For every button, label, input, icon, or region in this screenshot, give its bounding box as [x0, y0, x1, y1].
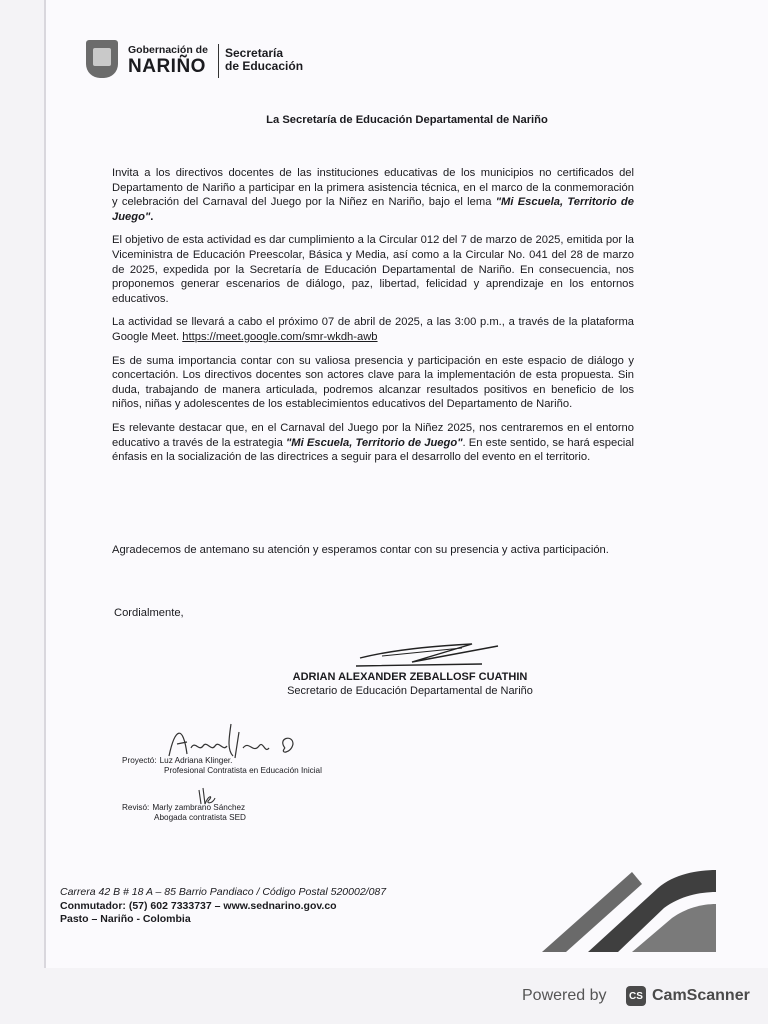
paragraph-text: Es relevante destacar que, en el Carnaval del Juego por la Niñez 2025, nos centraremos en el entorno educativo a través de la estrategia: [112, 421, 634, 449]
footer-address: Carrera 42 B # 18 A – 85 Barrio Pandiaco / Código Postal 520002/087: [60, 886, 387, 898]
footer-city: Pasto – Nariño - Colombia: [60, 913, 191, 925]
reviso-name: Marly zambrano Sánchez: [152, 803, 246, 812]
proyecto-line: [122, 756, 232, 765]
paragraph-end: .: [150, 210, 154, 223]
paragraph-objective: El objetivo de esta actividad es dar cumplimiento a la Circular 012 del 7 de marzo de 2025, emitida por la Viceministra de Educación Preescolar, Básica y Media, así como a la Circular No. 041 del 28 de marzo de 2025, expedida por la Secretaría de Educación Departamental de Nariño. En consecuencia, nos proponemos generar escenarios de diálogo, paz, libertad, felicidad y aprendizaje en los entornos educativos.: [112, 234, 634, 305]
paragraph-schedule: [112, 315, 634, 344]
powered-by-label: Powered by: [522, 987, 607, 1004]
signer-name: ADRIAN ALEXANDER ZEBALLOSF CUATHIN: [292, 671, 528, 683]
thanks-paragraph: Agradecemos de antemano su atención y esperamos contar con su presencia y activa participación.: [112, 544, 609, 556]
footer-decoration-graphic: [540, 862, 720, 954]
paragraph-strategy: [112, 421, 634, 465]
closing-text: Cordialmente,: [114, 607, 184, 619]
paragraph-text: La actividad se llevará a cabo el próximo 07 de abril de 2025, a las 3:00 p.m., a través de la plataforma Google Meet.: [112, 316, 634, 343]
lema-text: "Mi Escuela, Territorio de Juego": [286, 436, 463, 449]
proyecto-label: Proyectó:: [122, 756, 157, 765]
reviso-role: Abogada contratista SED: [154, 813, 246, 822]
header-divider: [218, 44, 219, 78]
meet-link[interactable]: https://meet.google.com/smr-wkdh-awb: [182, 330, 378, 343]
lema-text: "Mi Escuela, Territorio de Juego": [112, 196, 634, 223]
signer-role: Secretario de Educación Departamental de Nariño: [287, 685, 533, 697]
secretary-signature: [352, 636, 502, 674]
reviso-label: Revisó:: [122, 803, 150, 812]
reviso-line: [122, 803, 245, 812]
gobernacion-label: Gobernación de: [128, 44, 208, 56]
proyecto-name: Luz Adriana Klinger.: [159, 756, 233, 765]
narino-label: NARIÑO: [128, 56, 206, 77]
paragraph-invitation: [112, 166, 634, 224]
footer-phone: Conmutador: (57) 602 7333737 – www.sednarino.gov.co: [60, 899, 337, 912]
paragraph-text: . En este sentido, se hará especial énfasis en la socialización de las directrices a seguir para el desarrollo del evento en el territorio.: [112, 436, 634, 464]
educacion-label: de Educación: [225, 59, 304, 73]
camscanner-icon: CS: [626, 986, 646, 1006]
proyecto-role: Profesional Contratista en Educación Inicial: [164, 766, 322, 775]
letterhead: [86, 38, 326, 80]
narino-crest-logo: [86, 40, 118, 78]
secretaria-label: Secretaría: [225, 46, 284, 60]
letter-body: [112, 166, 634, 474]
letter-footer: [60, 886, 386, 927]
paragraph-importance: Es de suma importancia contar con su valiosa presencia y participación en este espacio de diálogo y concertación. Los directivos docentes son actores clave para la implementación de esta propuesta. Sin duda, trabajando de manera articulada, podremos alcanzar resultados positivos en beneficio de los niños, niñas y adolescentes de los establecimientos educativos del Departamento de Nariño.: [112, 354, 634, 411]
letter-title: La Secretaría de Educación Departamental de Nariño: [266, 114, 548, 126]
camscanner-brand: CamScanner: [652, 987, 750, 1004]
letter-page: [46, 0, 768, 968]
paragraph-text: Invita a los directivos docentes de las instituciones educativas de los municipios no certificados del Departamento de Nariño a participar en la primera asistencia técnica, en el marco de la conmemoración y celebración del Carnaval del Juego por la Niñez en Nariño, bajo el lema: [112, 167, 634, 209]
